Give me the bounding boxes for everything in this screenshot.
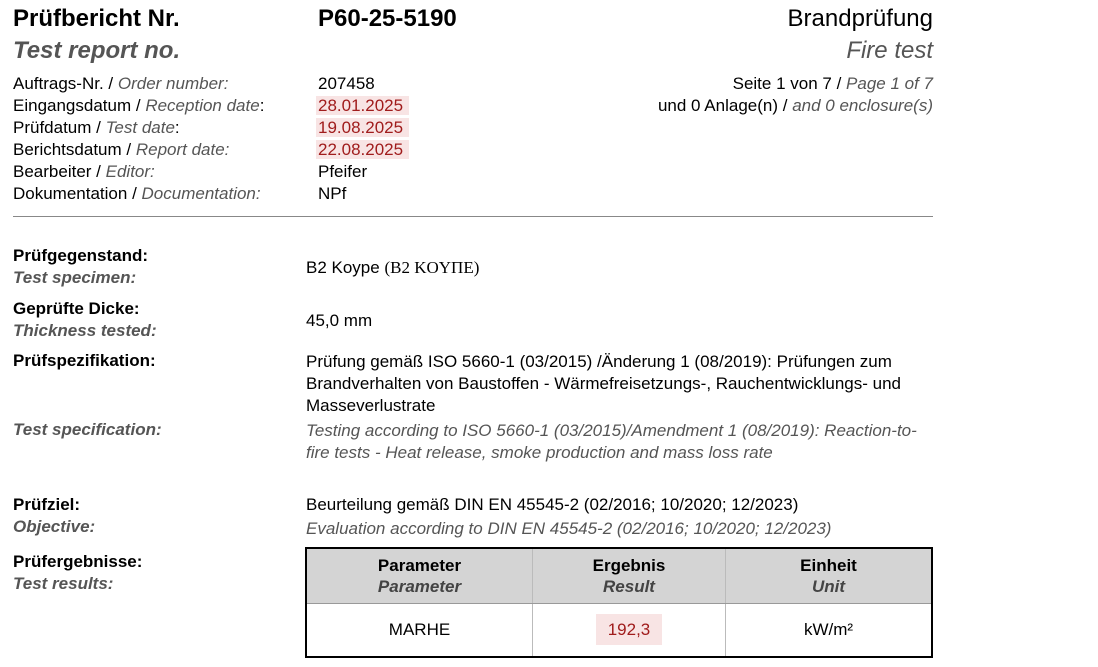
- documentation-label: Dokumentation / Documentation:: [13, 184, 261, 203]
- header-divider: [13, 216, 933, 217]
- report-title-de: Prüfbericht Nr.: [13, 5, 180, 32]
- reportdate-value: 22.08.2025: [318, 139, 409, 161]
- objective-label-en: Objective:: [13, 517, 96, 536]
- reception-label: Eingangsdatum / Reception date:: [13, 96, 265, 115]
- specification-text-en: Testing according to ISO 5660-1 (03/2015)/Amendment 1 (08/2019): Reaction-to-fire tests - Heat release, smoke production and mass loss rate: [306, 421, 917, 462]
- editor-label: Bearbeiter / Editor:: [13, 162, 155, 181]
- objective-text-de: Beurteilung gemäß DIN EN 45545-2 (02/2016; 10/2020; 12/2023): [306, 495, 799, 514]
- specification-label-de: Prüfspezifikation:: [13, 351, 156, 370]
- report-number: P60-25-5190: [318, 5, 457, 32]
- specification-text-de: Prüfung gemäß ISO 5660-1 (03/2015) /Änderung 1 (08/2019): Prüfungen zum Brandverhalten von Baustoffen - Wärmefreisetzungs-, Rauchentwicklungs- und Masseverlustrate: [306, 352, 901, 415]
- page-indicator: Seite 1 von 7 / Page 1 of 7: [732, 74, 933, 93]
- specimen-label-en: Test specimen:: [13, 268, 137, 287]
- specimen-label-de: Prüfgegenstand:: [13, 246, 149, 265]
- table-row: [306, 604, 932, 658]
- report-type-de: Brandprüfung: [787, 5, 933, 32]
- specimen-value: B2 Koype (B2 KOYΠE): [306, 258, 480, 277]
- testdate-label: Prüfdatum / Test date:: [13, 118, 180, 137]
- result-unit-cell: kW/m²: [803, 620, 854, 639]
- results-table: [305, 547, 933, 658]
- thickness-label-en: Thickness tested:: [13, 321, 157, 340]
- order-value: 207458: [318, 74, 375, 93]
- thickness-value: 45,0 mm: [306, 311, 373, 330]
- reportdate-label: Berichtsdatum / Report date:: [13, 140, 230, 159]
- editor-value: Pfeifer: [318, 162, 368, 181]
- column-header-unit: Einheit Unit: [726, 548, 933, 604]
- report-type-en: Fire test: [846, 37, 933, 64]
- results-header-row: [306, 548, 932, 604]
- results-label-en: Test results:: [13, 574, 114, 593]
- enclosure-indicator: und 0 Anlage(n) / and 0 enclosure(s): [657, 96, 933, 115]
- reception-value: 28.01.2025: [318, 95, 409, 117]
- column-header-parameter: Parameter Parameter: [306, 548, 533, 604]
- result-parameter-cell: MARHE: [306, 604, 533, 658]
- specification-label-en: Test specification:: [13, 420, 162, 439]
- column-header-result: Ergebnis Result: [533, 548, 726, 604]
- documentation-value: NPf: [318, 184, 347, 203]
- results-label-de: Prüfergebnisse:: [13, 552, 143, 571]
- report-title-en: Test report no.: [13, 37, 181, 64]
- testdate-value: 19.08.2025: [318, 117, 409, 139]
- result-value-cell: 192,3: [533, 604, 726, 658]
- thickness-label-de: Geprüfte Dicke:: [13, 299, 140, 318]
- objective-text-en: Evaluation according to DIN EN 45545-2 (02/2016; 10/2020; 12/2023): [306, 519, 832, 538]
- objective-label-de: Prüfziel:: [13, 495, 81, 514]
- order-label: Auftrags-Nr. / Order number:: [13, 74, 229, 93]
